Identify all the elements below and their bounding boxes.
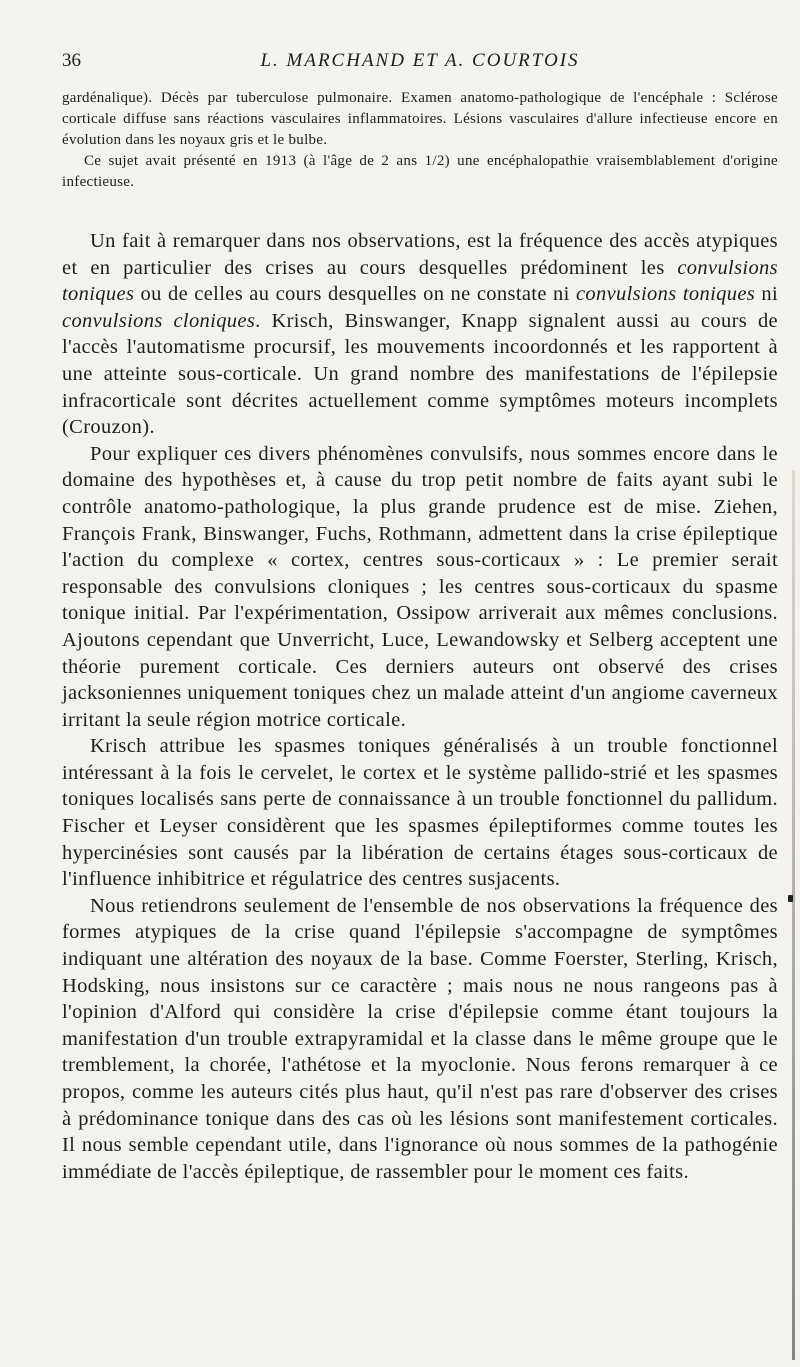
scan-speck (788, 895, 793, 902)
page-edge-shadow (792, 470, 795, 1360)
case-note-paragraph: gardénalique). Décès par tuberculose pulmonaire. Examen anatomo-pathologique de l'encéphale : Sclérose corticale diffuse sans réactions vasculaires inflammatoires. Lésions vasculaires d'allure infectieuse encore en évolution dans les noyaux gris et le bulbe. (62, 90, 778, 148)
emphasis: convulsions cloniques (62, 309, 256, 332)
body-text (62, 228, 778, 1185)
running-title: L. MARCHAND ET A. COURTOIS (260, 50, 580, 71)
page-header (62, 50, 778, 80)
body-paragraph: Pour expliquer ces divers phénomènes convulsifs, nous sommes encore dans le domaine des hypothèses et, à cause du trop petit nombre de faits ayant subi le contrôle anatomo-pathologique, la plus grande prudence est de mise. Ziehen, François Frank, Binswanger, Fuchs, Rothmann, admettent dans la crise épileptique l'action du complexe « cortex, centres sous-corticaux » : Le premier serait responsable des convulsions cloniques ; les centres sous-corticaux du spasme tonique initial. Par l'expérimentation, Ossipow arriverait aux mêmes conclusions. Ajoutons cependant que Unverricht, Luce, Lewandowsky et Selberg acceptent une théorie purement corticale. Ces derniers auteurs ont observé des crises jacksoniennes uniquement toniques chez un malade atteint d'un angiome caverneux irritant la seule région motrice corticale. (62, 442, 778, 731)
body-paragraph: Krisch attribue les spasmes toniques généralisés à un trouble fonctionnel intéressant à la fois le cervelet, le cortex et le système pallido-strié et les spasmes toniques localisés sans perte de connaissance à un trouble fonctionnel du pallidum. Fischer et Leyser considèrent que les spasmes épileptiformes comme toutes les hypercinésies sont causés par la libération de certains étages sous-corticaux de l'influence inhibitrice et régulatrice des centres susjacents. (62, 735, 778, 891)
text-run: Un fait à remarquer dans nos observations, est la fréquence des accès atypiques et en particulier des crises au cours desquelles prédominent les (62, 230, 778, 279)
emphasis: convulsions toniques (575, 283, 756, 306)
body-paragraph (62, 228, 778, 441)
case-note (62, 88, 778, 193)
page-number: 36 (62, 50, 81, 71)
text-run: . Krisch, Binswanger, Knapp signalent aussi au cours de l'accès l'automatisme procursif, les mouvements incoordonnés et les rapportent à une atteinte sous-corticale. Un grand nombre des manifestations de l'épilepsie infracorticale sont décrites actuellement comme symptômes moteurs incomplets (Crouzon). (62, 309, 778, 439)
body-paragraph: Nous retiendrons seulement de l'ensemble de nos observations la fréquence des formes atypiques de la crise quand l'épilepsie s'accompagne de symptômes indiquant une altération des noyaux de la base. Comme Foerster, Sterling, Krisch, Hodsking, nous insistons sur ce caractère ; mais nous ne nous rangeons pas à l'opinion d'Alford qui considère la crise d'épilepsie comme étant toujours la manifestation d'un trouble extrapyramidal et la classe dans le même groupe que le tremblement, la chorée, l'athétose et la myoclonie. Nous ferons remarquer à ce propos, comme les auteurs cités plus haut, qu'il n'est pas rare d'observer des crises à prédominance tonique dans des cas où les lésions sont manifestement corticales. Il nous semble cependant utile, dans l'ignorance où nous sommes de la pathogénie immédiate de l'accès épileptique, de rassembler pour le moment ces faits. (62, 894, 778, 1183)
text-run: ou de celles au cours desquelles on ne constate ni (134, 283, 576, 306)
text-run: ni (755, 283, 778, 306)
emphasis: convulsions toniques (62, 256, 778, 306)
case-note-paragraph: Ce sujet avait présenté en 1913 (à l'âge de 2 ans 1/2) une encéphalopathie vraisemblablement d'origine infectieuse. (62, 153, 778, 190)
